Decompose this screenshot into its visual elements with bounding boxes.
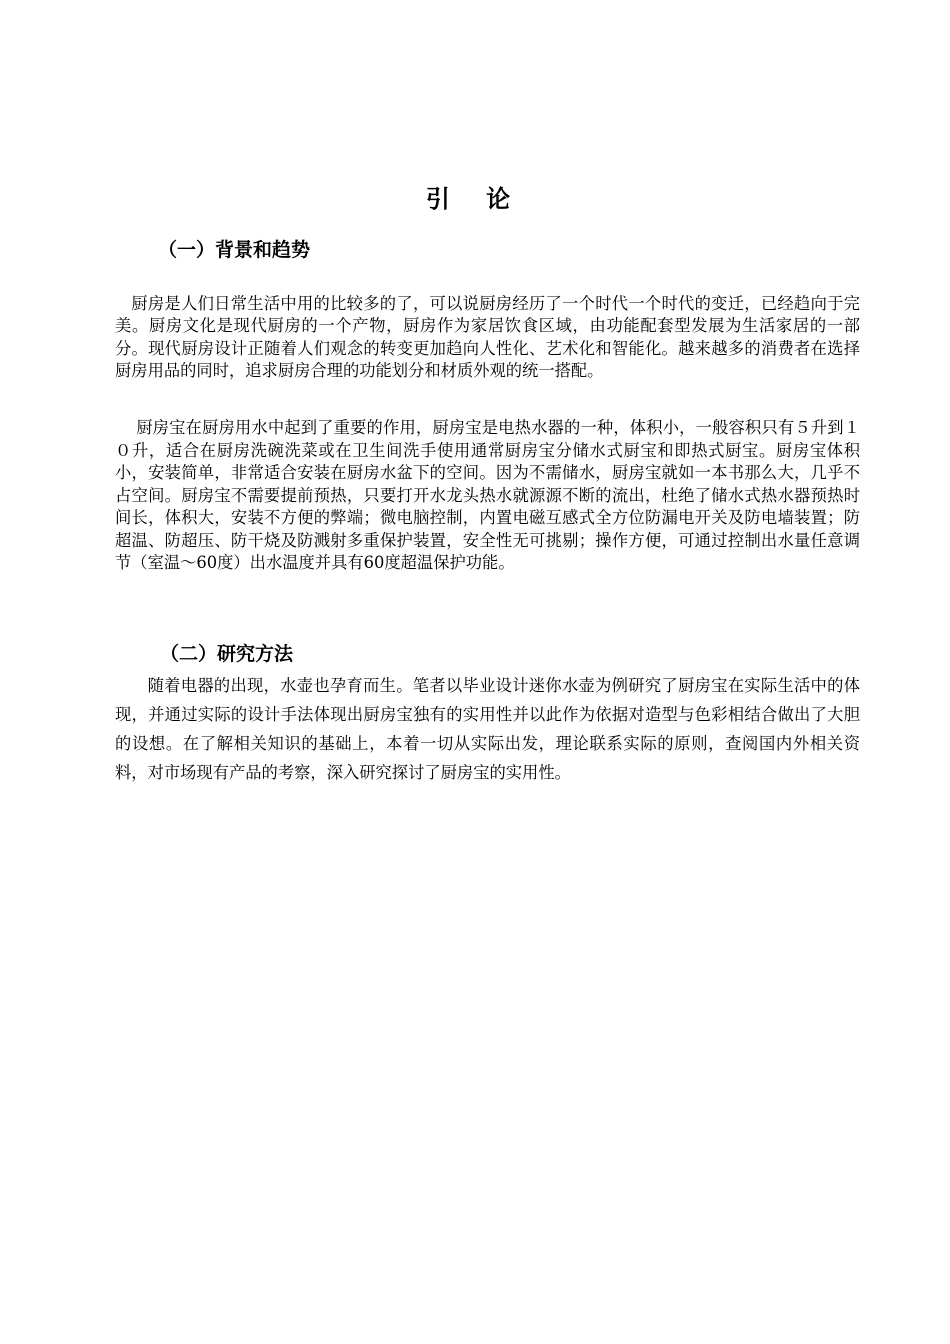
section-heading-method: （二）研究方法 bbox=[160, 643, 294, 665]
paragraph-method-1: 随着电器的出现，水壶也孕育而生。笔者以毕业设计迷你水壶为例研究了厨房宝在实际生活中的体现，并通过实际的设计手法体现出厨房宝独有的实用性并以此作为依据对造型与色彩相结合做出了大胆的设想。在了解相关知识的基础上，本着一切从实际出发，理论联系实际的原则，查阅国内外相关资料，对市场现有产品的考察，深入研究探讨了厨房宝的实用性。 bbox=[115, 676, 860, 782]
page-title: 引 论 bbox=[425, 185, 525, 213]
paragraph-background-2: 厨房宝在厨房用水中起到了重要的作用，厨房宝是电热水器的一种，体积小，一般容积只有５升到１０升，适合在厨房洗碗洗菜或在卫生间洗手使用通常厨房宝分储水式厨宝和即热式厨宝。厨房宝体积小，安装简单，非常适合安装在厨房水盆下的空间。因为不需储水，厨房宝就如一本书那么大，几乎不占空间。厨房宝不需要提前预热，只要打开水龙头热水就源源不断的流出，杜绝了储水式热水器预热时间长，体积大，安装不方便的弊端；微电脑控制，内置电磁互感式全方位防漏电开关及防电墙装置；防超温、防超压、防干烧及防溅射多重保护装置，安全性无可挑剔；操作方便，可通过控制出水量任意调节（室温～60度）出水温度并具有60度超温保护功能。 bbox=[115, 418, 860, 572]
paragraph-background-1: 厨房是人们日常生活中用的比较多的了，可以说厨房经历了一个时代一个时代的变迁，已经趋向于完美。厨房文化是现代厨房的一个产物，厨房作为家居饮食区域，由功能配套型发展为生活家居的一部分。现代厨房设计正随着人们观念的转变更加趋向人性化、艺术化和智能化。越来越多的消费者在选择厨房用品的同时，追求厨房合理的功能划分和材质外观的统一搭配。 bbox=[115, 294, 860, 380]
section-heading-background: （一）背景和趋势 bbox=[158, 239, 311, 261]
